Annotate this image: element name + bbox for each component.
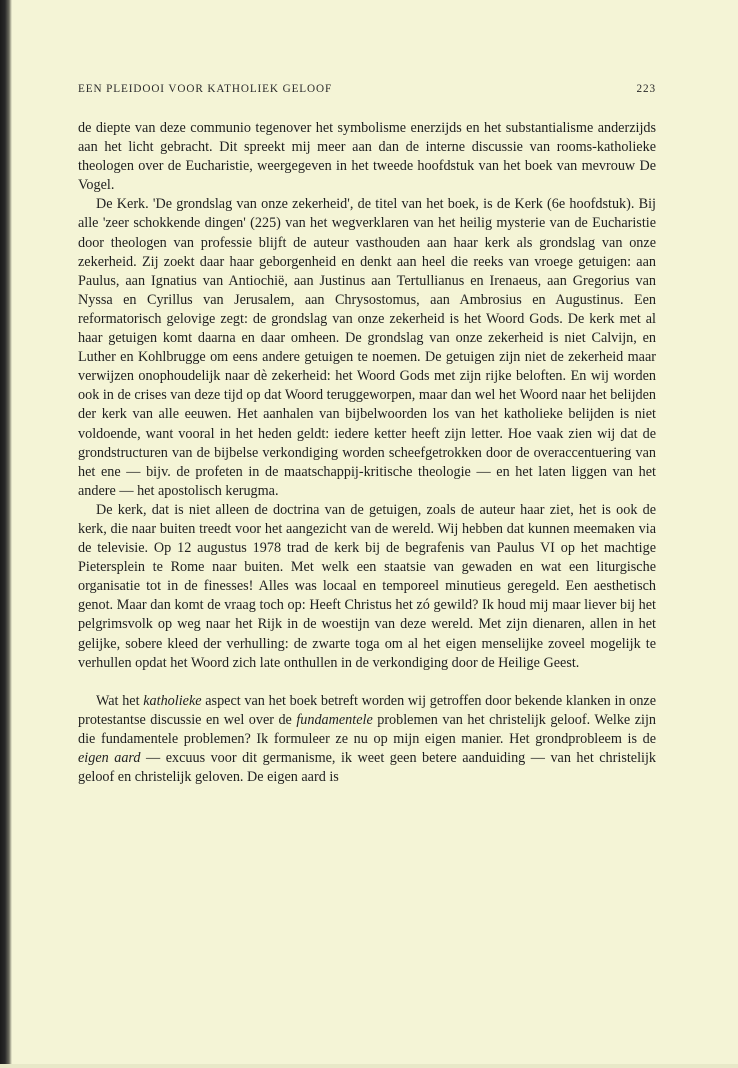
text-segment: problemen van het christelijk geloof. Welke zijn die fundamentele problemen? Ik formuleer ze nu op mijn eigen manier. Het grondprobleem is de <box>78 711 656 747</box>
text-segment: Wat het <box>96 692 144 709</box>
page-number: 223 <box>636 83 656 95</box>
italic-term: katholieke <box>143 692 202 709</box>
paragraph-de-kerk: De Kerk. 'De grondslag van onze zekerheid', de titel van het boek, is de Kerk (6e hoofdstuk). Bij alle 'zeer schokkende dingen' (225) van het wegverklaren van het heilig mysterie van de Eucharistie door theologen van professie blijft de auteur vasthouden aan haar kerk als grondslag van onze zekerheid. Zij zoekt daar haar geborgenheid en denkt aan heel die reeks van vroege getuigen: aan Paulus, aan Ignatius van Antiochië, aan Justinus aan Tertullianus en Irenaeus, aan Gregorius van Nyssa en Cyrillus van Jerusalem, aan Chrysostomus, aan Ambrosius en Augustinus. Een reformatorisch gelovige zegt: de grondslag van onze zekerheid is het Woord Gods. De kerk met al haar getuigen komt daarna en daar omheen. De grondslag van onze zekerheid is niet Calvijn, en Luther en Kohlbrugge om eens andere getuigen te noemen. De getuigen zijn niet de zekerheid maar verwijzen onophoudelijk naar dè zekerheid: het Woord Gods met zijn rijke beloften. En wij worden ook in de crises van deze tijd op dat Woord teruggeworpen, maar dan wel het Woord naar het belijden der kerk van alle eeuwen. Het aanhalen van bijbelwoorden los van het katholieke belijden is niet voldoende, want vooral in het heden geldt: iedere ketter heeft zijn letter. Hoe vaak zien wij dat de grondstructuren van de bijbelse verkondiging worden scheefgetrokken door de overaccentuering van het ene — bijv. de profeten in de maatschappij-kritische theologie — en het laten liggen van het andere — het apostolisch kerugma. <box>78 196 656 499</box>
italic-term: eigen aard <box>78 750 141 766</box>
text-segment: aspect van het boek betreft worden wij getroffen door bekende klanken in onze protestantse discussie en wel over de <box>78 692 657 728</box>
page-header <box>78 83 656 99</box>
paragraph-eucharistie: de diepte van deze communio tegenover het symbolisme enerzijds en het substantialisme anderzijds aan het licht gebracht. Dit spreekt mij meer aan dan de interne discussie van rooms-katholieke theologen over de Eucharistie, weergegeven in het tweede hoofdstuk van het boek van mevrouw De Vogel. <box>78 120 656 194</box>
paragraph-katholieke-aspect <box>78 692 656 787</box>
italic-term: fundamentele <box>296 711 373 728</box>
scan-binding-edge <box>0 0 12 1068</box>
text-segment: — excuus voor dit germanisme, ik weet geen betere aanduiding — van het christelijk geloof en christelijk geloven. De eigen aard is <box>78 750 656 786</box>
paragraph-kerk-naar-buiten: De kerk, dat is niet alleen de doctrina van de getuigen, zoals de auteur haar ziet, het is ook de kerk, die naar buiten treedt voor het aangezicht van de wereld. Wij hebben dat kunnen meemaken via de televisie. Op 12 augustus 1978 trad de kerk bij de begrafenis van Paulus VI op het machtige Pietersplein te Rome naar buiten. Met welk een staatsie van gewaden en wat een liturgische organisatie tot in de finesses! Alles was locaal en temporeel minutieus geregeld. Een aesthetisch genot. Maar dan komt de vraag toch op: Heeft Christus het zó gewild? Ik houd mij maar liever bij het pelgrimsvolk op weg naar het Rijk in de woestijn van deze wereld. Met zijn dienaren, allen in het gelijke, sobere kleed der verhulling: de zwarte toga om al het eigen menselijke zoveel mogelijk te verhullen opdat het Woord zich late onthullen in de verkondiging door de Heilige Geest. <box>78 501 656 671</box>
page-bottom-edge <box>0 1064 738 1068</box>
running-head: EEN PLEIDOOI VOOR KATHOLIEK GELOOF <box>78 83 333 95</box>
body-text <box>78 119 656 787</box>
